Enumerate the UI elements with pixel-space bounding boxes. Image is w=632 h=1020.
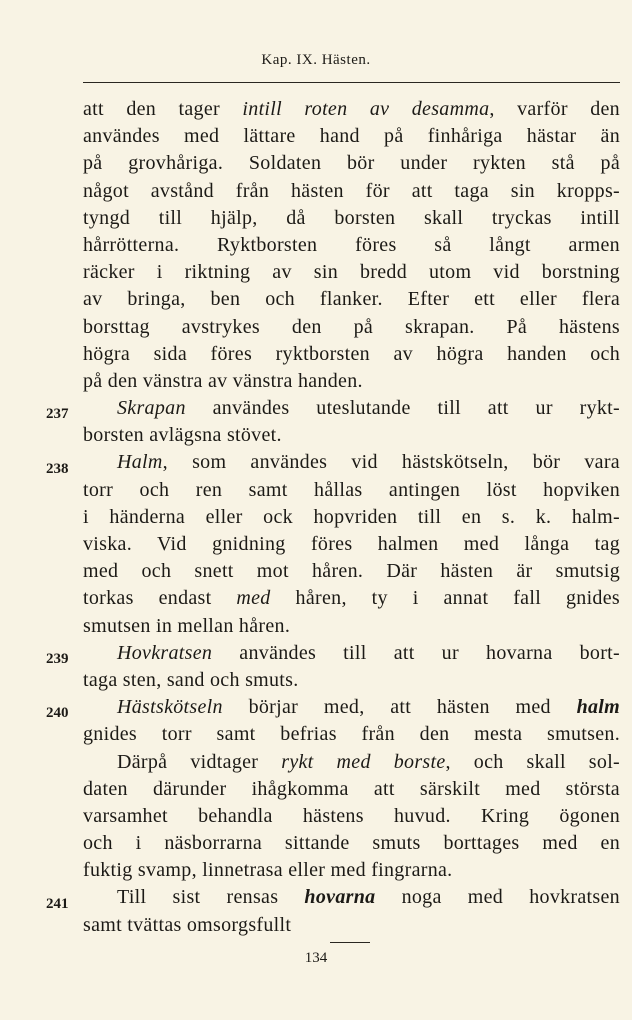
text-run: användes med lättare hand på finhåriga hästar än (83, 125, 620, 148)
text-run: borsttag avstrykes den på skrapan. På hästens (83, 315, 620, 338)
text-line (83, 830, 620, 857)
text-run: samt tvättas omsorgsfullt (83, 913, 292, 936)
paragraph-number: 240 (46, 705, 69, 722)
text-line (83, 314, 620, 341)
italic-term: intill roten av desamma (242, 98, 490, 120)
italic-term: Halm (117, 451, 163, 474)
text-run: hårrötterna. Ryktborsten föres så långt armen (83, 233, 620, 256)
italic-term: rykt med borste (281, 750, 446, 773)
text-run: håren, ty i annat fall gnides (270, 587, 620, 610)
text-run: användes till att ur hovarna bort- (212, 641, 620, 664)
paragraph-number: 238 (46, 460, 69, 477)
text-line (83, 667, 620, 694)
footer-rule (330, 942, 370, 943)
text-line (83, 232, 620, 259)
text-line (83, 368, 620, 395)
text-run: borsten avlägsna stövet. (83, 424, 282, 447)
text-run: torr och ren samt hållas antingen löst hopviken (83, 478, 620, 501)
text-line (83, 749, 620, 776)
emphasized-term: halm (576, 696, 620, 719)
text-line (83, 341, 620, 368)
text-run: av bringa, ben och flanker. Efter ett eller flera (83, 288, 620, 311)
text-line (83, 205, 620, 232)
text-line (83, 558, 620, 585)
page-number: 134 (304, 950, 328, 966)
paragraph-number: 241 (46, 895, 69, 912)
header-rule (83, 82, 620, 83)
text-run: fuktig svamp, linnetrasa eller med fingrarna. (83, 859, 453, 882)
text-run: i händerna eller ock hopvriden till en s. k. halm- (83, 505, 620, 528)
text-line (83, 449, 620, 476)
text-run: Därpå vidtager (117, 750, 282, 773)
text-run: på den vänstra av vänstra handen. (83, 369, 363, 392)
italic-term: Skrapan (117, 397, 186, 420)
text-line (83, 884, 620, 911)
text-run: börjar med, att hästen med (222, 696, 577, 719)
text-line (83, 395, 620, 422)
text-line (83, 123, 620, 150)
text-run: högra sida föres ryktborsten av högra handen och (83, 342, 620, 365)
paragraph-number: 239 (46, 651, 69, 667)
text-run: tyngd till hjälp, då borsten skall tryckas intill (83, 206, 620, 229)
text-line (83, 585, 620, 612)
text-run: varsamhet behandla hästens huvud. Kring ögonen (83, 804, 620, 827)
running-header: Kap. IX. Hästen. (261, 52, 371, 68)
text-run: något avstånd från hästen för att taga sin kropps- (83, 179, 620, 202)
text-run: Till sist rensas (117, 886, 305, 909)
text-line (83, 857, 620, 884)
text-line (83, 150, 620, 177)
text-run: torkas endast (83, 587, 237, 610)
text-line (83, 259, 620, 286)
text-line (83, 776, 620, 803)
text-line (83, 504, 620, 531)
text-line (83, 912, 620, 939)
text-line (83, 96, 620, 123)
text-line (83, 531, 620, 558)
text-line (83, 422, 620, 449)
text-run: på grovhåriga. Soldaten bör under rykten stå på (83, 152, 620, 175)
text-line (83, 613, 620, 640)
text-run: att den tager (83, 98, 243, 120)
text-run: , varför den (489, 98, 620, 120)
paragraph-number: 237 (46, 406, 69, 423)
text-run: räcker i riktning av sin bredd utom vid borstning (83, 261, 620, 284)
text-line (83, 640, 620, 667)
italic-term: Hovkratsen (117, 641, 213, 664)
italic-term: med (236, 587, 271, 610)
text-line (83, 721, 620, 748)
text-run: och i näsborrarna sittande smuts borttages med en (83, 832, 620, 855)
text-run: gnides torr samt befrias från den mesta smutsen. (83, 723, 620, 746)
body-text (46, 96, 621, 939)
text-run: taga sten, sand och smuts. (83, 668, 299, 691)
text-run: , och skall sol- (445, 750, 621, 773)
text-line (83, 803, 620, 830)
text-run: , som användes vid hästskötseln, bör vara (162, 451, 620, 474)
text-run: användes uteslutande till att ur rykt- (185, 397, 620, 420)
text-run: viska. Vid gnidning föres halmen med långa tag (83, 533, 620, 555)
text-run: noga med hovkratsen (375, 886, 620, 909)
text-run: smutsen in mellan håren. (83, 614, 291, 637)
text-run: daten därunder ihågkomma att särskilt med största (83, 777, 620, 800)
text-run: med och snett mot håren. Där hästen är smutsig (83, 560, 620, 583)
text-line (83, 286, 620, 313)
italic-term: Hästskötseln (117, 696, 223, 719)
text-line (83, 477, 620, 504)
text-line (83, 694, 620, 721)
emphasized-term: hovarna (304, 886, 376, 909)
text-line (83, 178, 620, 205)
